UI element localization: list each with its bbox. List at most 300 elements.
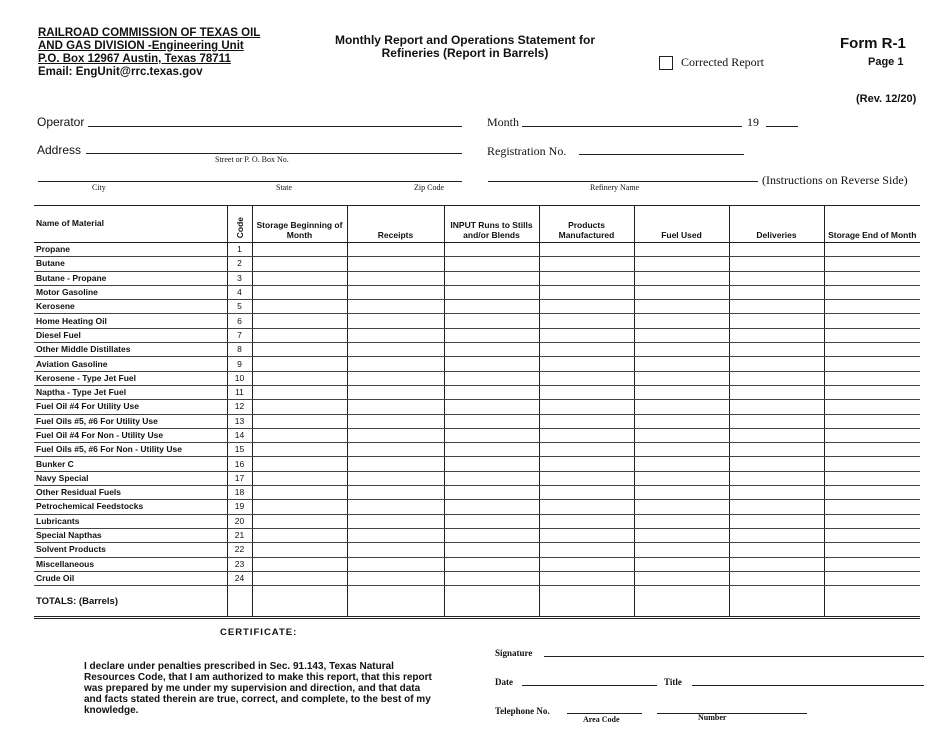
entry-cell[interactable] [444, 486, 539, 500]
entry-cell[interactable] [824, 400, 920, 414]
entry-cell[interactable] [347, 285, 444, 299]
entry-cell[interactable] [539, 428, 634, 442]
totals-cell[interactable] [539, 586, 634, 618]
material-name: Miscellaneous [34, 557, 227, 571]
entry-cell[interactable] [729, 257, 824, 271]
material-name: Navy Special [34, 471, 227, 485]
entry-cell[interactable] [539, 571, 634, 585]
material-name: Motor Gasoline [34, 285, 227, 299]
table-row [34, 414, 920, 428]
table-row [34, 328, 920, 342]
form-title [300, 34, 630, 60]
totals-row [34, 586, 920, 618]
material-name: Other Residual Fuels [34, 486, 227, 500]
entry-cell[interactable] [444, 471, 539, 485]
entry-cell[interactable] [347, 428, 444, 442]
entry-cell[interactable] [252, 514, 347, 528]
totals-cell[interactable] [824, 586, 920, 618]
entry-cell[interactable] [634, 285, 729, 299]
material-name: Special Napthas [34, 528, 227, 542]
entry-cell[interactable] [444, 285, 539, 299]
table-row [34, 257, 920, 271]
entry-cell[interactable] [539, 357, 634, 371]
entry-cell[interactable] [444, 357, 539, 371]
entry-cell[interactable] [634, 543, 729, 557]
material-name: Petrochemical Feedstocks [34, 500, 227, 514]
table-row [34, 557, 920, 571]
entry-cell[interactable] [539, 500, 634, 514]
registration-field[interactable] [579, 154, 744, 155]
title-line-2: Refineries (Report in Barrels) [381, 46, 549, 60]
totals-code-cell [227, 586, 252, 618]
page-number: Page 1 [868, 56, 904, 68]
material-name: Butane - Propane [34, 271, 227, 285]
material-code: 21 [227, 528, 252, 542]
entry-cell[interactable] [252, 257, 347, 271]
entry-cell[interactable] [252, 428, 347, 442]
material-name: Fuel Oils #5, #6 For Non - Utility Use [34, 443, 227, 457]
entry-cell[interactable] [252, 500, 347, 514]
entry-cell[interactable] [252, 486, 347, 500]
instructions-note: (Instructions on Reverse Side) [762, 173, 908, 187]
table-row [34, 314, 920, 328]
material-code: 17 [227, 471, 252, 485]
entry-cell[interactable] [347, 543, 444, 557]
header-fuel-used: Fuel Used [634, 206, 729, 243]
entry-cell[interactable] [634, 328, 729, 342]
entry-cell[interactable] [729, 557, 824, 571]
entry-cell[interactable] [634, 557, 729, 571]
entry-cell[interactable] [824, 571, 920, 585]
entry-cell[interactable] [824, 371, 920, 385]
totals-label: TOTALS: (Barrels) [34, 586, 227, 618]
material-code: 4 [227, 285, 252, 299]
entry-cell[interactable] [824, 543, 920, 557]
material-name: Aviation Gasoline [34, 357, 227, 371]
entry-cell[interactable] [634, 400, 729, 414]
material-name: Crude Oil [34, 571, 227, 585]
entry-cell[interactable] [634, 300, 729, 314]
material-name: Fuel Oil #4 For Non - Utility Use [34, 428, 227, 442]
material-name: Naptha - Type Jet Fuel [34, 385, 227, 399]
city-hint: City [92, 183, 106, 192]
entry-cell[interactable] [729, 500, 824, 514]
org-line: AND GAS DIVISION -Engineering Unit [38, 40, 244, 52]
revision: (Rev. 12/20) [856, 93, 917, 105]
entry-cell[interactable] [347, 257, 444, 271]
entry-cell[interactable] [729, 528, 824, 542]
entry-cell[interactable] [824, 514, 920, 528]
entry-cell[interactable] [539, 414, 634, 428]
address-field[interactable] [86, 153, 462, 154]
entry-cell[interactable] [634, 500, 729, 514]
entry-cell[interactable] [824, 500, 920, 514]
material-code: 23 [227, 557, 252, 571]
entry-cell[interactable] [444, 500, 539, 514]
entry-cell[interactable] [444, 385, 539, 399]
entry-cell[interactable] [539, 471, 634, 485]
entry-cell[interactable] [539, 557, 634, 571]
material-code: 1 [227, 243, 252, 257]
entry-cell[interactable] [539, 285, 634, 299]
entry-cell[interactable] [824, 385, 920, 399]
entry-cell[interactable] [634, 314, 729, 328]
org-block [38, 27, 260, 79]
table-row [34, 271, 920, 285]
table-row [34, 500, 920, 514]
header-storage-begin: Storage Beginning of Month [252, 206, 347, 243]
material-code: 2 [227, 257, 252, 271]
entry-cell[interactable] [634, 471, 729, 485]
material-code: 11 [227, 385, 252, 399]
entry-cell[interactable] [729, 400, 824, 414]
operator-field[interactable] [88, 126, 462, 127]
entry-cell[interactable] [252, 400, 347, 414]
entry-cell[interactable] [824, 357, 920, 371]
operator-label: Operator [37, 115, 85, 129]
material-name: Bunker C [34, 457, 227, 471]
material-code: 24 [227, 571, 252, 585]
entry-cell[interactable] [539, 314, 634, 328]
org-email: Email: EngUnit@rrc.texas.gov [38, 66, 203, 78]
zip-hint: Zip Code [414, 183, 444, 192]
entry-cell[interactable] [444, 514, 539, 528]
entry-cell[interactable] [347, 343, 444, 357]
table-row [34, 243, 920, 257]
entry-cell[interactable] [729, 371, 824, 385]
entry-cell[interactable] [444, 257, 539, 271]
entry-cell[interactable] [444, 571, 539, 585]
totals-cell[interactable] [729, 586, 824, 618]
entry-cell[interactable] [347, 300, 444, 314]
table-row [34, 457, 920, 471]
entry-cell[interactable] [634, 357, 729, 371]
entry-cell[interactable] [252, 557, 347, 571]
entry-cell[interactable] [539, 271, 634, 285]
entry-cell[interactable] [539, 528, 634, 542]
entry-cell[interactable] [444, 343, 539, 357]
table-row [34, 400, 920, 414]
entry-cell[interactable] [252, 314, 347, 328]
material-name: Diesel Fuel [34, 328, 227, 342]
material-code: 9 [227, 357, 252, 371]
entry-cell[interactable] [539, 443, 634, 457]
entry-cell[interactable] [824, 343, 920, 357]
telephone-label: Telephone No. [495, 706, 550, 716]
material-code: 16 [227, 457, 252, 471]
area-code-field[interactable] [567, 713, 642, 714]
corrected-report-checkbox[interactable] [659, 56, 673, 70]
org-line: P.O. Box 12967 Austin, Texas 78711 [38, 53, 231, 65]
material-name: Kerosene [34, 300, 227, 314]
entry-cell[interactable] [824, 300, 920, 314]
header-name: Name of Material [34, 206, 227, 243]
entry-cell[interactable] [444, 543, 539, 557]
form-id: Form R-1 [840, 35, 906, 52]
entry-cell[interactable] [634, 243, 729, 257]
entry-cell[interactable] [729, 543, 824, 557]
entry-cell[interactable] [347, 243, 444, 257]
title-field[interactable] [692, 685, 924, 686]
table-row [34, 571, 920, 585]
entry-cell[interactable] [729, 300, 824, 314]
material-code: 8 [227, 343, 252, 357]
entry-cell[interactable] [634, 385, 729, 399]
entry-cell[interactable] [347, 328, 444, 342]
entry-cell[interactable] [252, 528, 347, 542]
entry-cell[interactable] [539, 343, 634, 357]
material-name: Propane [34, 243, 227, 257]
entry-cell[interactable] [824, 328, 920, 342]
entry-cell[interactable] [824, 471, 920, 485]
entry-cell[interactable] [729, 343, 824, 357]
entry-cell[interactable] [539, 257, 634, 271]
entry-cell[interactable] [539, 514, 634, 528]
entry-cell[interactable] [444, 400, 539, 414]
entry-cell[interactable] [539, 385, 634, 399]
entry-cell[interactable] [634, 443, 729, 457]
entry-cell[interactable] [444, 300, 539, 314]
material-name: Home Heating Oil [34, 314, 227, 328]
table-row [34, 471, 920, 485]
material-code: 3 [227, 271, 252, 285]
entry-cell[interactable] [347, 457, 444, 471]
entry-cell[interactable] [539, 400, 634, 414]
entry-cell[interactable] [444, 314, 539, 328]
entry-cell[interactable] [729, 571, 824, 585]
entry-cell[interactable] [252, 243, 347, 257]
entry-cell[interactable] [347, 271, 444, 285]
number-hint: Number [698, 713, 727, 722]
address-label: Address [37, 143, 82, 157]
entry-cell[interactable] [444, 328, 539, 342]
month-label: Month [487, 115, 520, 129]
entry-cell[interactable] [729, 443, 824, 457]
entry-cell[interactable] [252, 371, 347, 385]
signature-field[interactable] [544, 656, 924, 657]
entry-cell[interactable] [634, 428, 729, 442]
materials-table [34, 205, 920, 619]
entry-cell[interactable] [444, 457, 539, 471]
entry-cell[interactable] [824, 243, 920, 257]
entry-cell[interactable] [252, 285, 347, 299]
entry-cell[interactable] [634, 343, 729, 357]
entry-cell[interactable] [252, 443, 347, 457]
entry-cell[interactable] [347, 500, 444, 514]
table-row [34, 428, 920, 442]
corrected-report-label: Corrected Report [681, 55, 764, 69]
entry-cell[interactable] [347, 357, 444, 371]
entry-cell[interactable] [824, 557, 920, 571]
entry-cell[interactable] [729, 243, 824, 257]
entry-cell[interactable] [444, 414, 539, 428]
header-storage-end: Storage End of Month [824, 206, 920, 243]
material-code: 7 [227, 328, 252, 342]
entry-cell[interactable] [444, 557, 539, 571]
header-input: INPUT Runs to Stills and/or Blends [444, 206, 539, 243]
entry-cell[interactable] [634, 486, 729, 500]
table-row [34, 385, 920, 399]
entry-cell[interactable] [347, 557, 444, 571]
entry-cell[interactable] [634, 571, 729, 585]
entry-cell[interactable] [634, 514, 729, 528]
entry-cell[interactable] [824, 428, 920, 442]
entry-cell[interactable] [444, 428, 539, 442]
entry-cell[interactable] [252, 357, 347, 371]
entry-cell[interactable] [634, 414, 729, 428]
entry-cell[interactable] [634, 257, 729, 271]
entry-cell[interactable] [539, 543, 634, 557]
entry-cell[interactable] [539, 371, 634, 385]
entry-cell[interactable] [347, 371, 444, 385]
table-row [34, 357, 920, 371]
street-hint: Street or P. O. Box No. [215, 155, 289, 164]
entry-cell[interactable] [729, 314, 824, 328]
entry-cell[interactable] [252, 571, 347, 585]
table-row [34, 514, 920, 528]
entry-cell[interactable] [729, 428, 824, 442]
totals-cell[interactable] [252, 586, 347, 618]
entry-cell[interactable] [729, 414, 824, 428]
material-code: 18 [227, 486, 252, 500]
entry-cell[interactable] [824, 314, 920, 328]
material-name: Kerosene - Type Jet Fuel [34, 371, 227, 385]
certificate-heading: CERTIFICATE: [220, 627, 298, 638]
entry-cell[interactable] [347, 571, 444, 585]
entry-cell[interactable] [539, 486, 634, 500]
city-state-zip-field[interactable] [38, 181, 462, 182]
area-code-hint: Area Code [583, 715, 620, 724]
entry-cell[interactable] [634, 528, 729, 542]
totals-cell[interactable] [634, 586, 729, 618]
material-code: 6 [227, 314, 252, 328]
refinery-name-field[interactable] [488, 181, 758, 182]
entry-cell[interactable] [347, 385, 444, 399]
entry-cell[interactable] [729, 357, 824, 371]
header-receipts: Receipts [347, 206, 444, 243]
entry-cell[interactable] [347, 486, 444, 500]
entry-cell[interactable] [252, 543, 347, 557]
table-row [34, 543, 920, 557]
material-code: 10 [227, 371, 252, 385]
table-row [34, 371, 920, 385]
entry-cell[interactable] [444, 243, 539, 257]
entry-cell[interactable] [634, 457, 729, 471]
entry-cell[interactable] [539, 243, 634, 257]
material-code: 14 [227, 428, 252, 442]
entry-cell[interactable] [824, 528, 920, 542]
entry-cell[interactable] [824, 257, 920, 271]
material-name: Other Middle Distillates [34, 343, 227, 357]
entry-cell[interactable] [444, 271, 539, 285]
title-line-1: Monthly Report and Operations Statement for [334, 33, 595, 47]
entry-cell[interactable] [824, 443, 920, 457]
entry-cell[interactable] [252, 414, 347, 428]
totals-cell[interactable] [347, 586, 444, 618]
year-field[interactable] [766, 126, 798, 127]
table-row [34, 443, 920, 457]
table-row [34, 528, 920, 542]
entry-cell[interactable] [729, 514, 824, 528]
entry-cell[interactable] [252, 328, 347, 342]
header-products: Products Manufactured [539, 206, 634, 243]
material-code: 13 [227, 414, 252, 428]
table-row [34, 285, 920, 299]
entry-cell[interactable] [729, 328, 824, 342]
entry-cell[interactable] [347, 443, 444, 457]
entry-cell[interactable] [252, 471, 347, 485]
entry-cell[interactable] [444, 443, 539, 457]
signature-label: Signature [495, 648, 533, 658]
entry-cell[interactable] [252, 457, 347, 471]
entry-cell[interactable] [824, 271, 920, 285]
entry-cell[interactable] [729, 285, 824, 299]
header-deliveries: Deliveries [729, 206, 824, 243]
entry-cell[interactable] [824, 414, 920, 428]
table-row [34, 343, 920, 357]
entry-cell[interactable] [347, 514, 444, 528]
totals-cell[interactable] [444, 586, 539, 618]
entry-cell[interactable] [824, 457, 920, 471]
registration-label: Registration No. [487, 144, 567, 158]
material-name: Lubricants [34, 514, 227, 528]
date-field[interactable] [522, 685, 657, 686]
entry-cell[interactable] [347, 314, 444, 328]
org-line: RAILROAD COMMISSION OF TEXAS OIL [38, 27, 261, 39]
phone-number-field[interactable] [657, 713, 807, 714]
entry-cell[interactable] [347, 414, 444, 428]
entry-cell[interactable] [252, 300, 347, 314]
material-code: 19 [227, 500, 252, 514]
entry-cell[interactable] [347, 528, 444, 542]
entry-cell[interactable] [347, 400, 444, 414]
entry-cell[interactable] [252, 271, 347, 285]
material-name: Solvent Products [34, 543, 227, 557]
entry-cell[interactable] [347, 471, 444, 485]
month-field[interactable] [522, 126, 742, 127]
date-label: Date [495, 677, 513, 687]
refinery-name-hint: Refinery Name [590, 183, 640, 192]
entry-cell[interactable] [729, 471, 824, 485]
entry-cell[interactable] [252, 343, 347, 357]
material-name: Fuel Oil #4 For Utility Use [34, 400, 227, 414]
material-code: 5 [227, 300, 252, 314]
header-code: Code [227, 206, 252, 243]
entry-cell[interactable] [444, 371, 539, 385]
entry-cell[interactable] [634, 371, 729, 385]
entry-cell[interactable] [539, 457, 634, 471]
table-row [34, 486, 920, 500]
entry-cell[interactable] [444, 528, 539, 542]
entry-cell[interactable] [539, 328, 634, 342]
entry-cell[interactable] [824, 486, 920, 500]
material-name: Fuel Oils #5, #6 For Utility Use [34, 414, 227, 428]
entry-cell[interactable] [252, 385, 347, 399]
state-hint: State [276, 183, 292, 192]
entry-cell[interactable] [729, 385, 824, 399]
material-code: 15 [227, 443, 252, 457]
entry-cell[interactable] [729, 457, 824, 471]
table-row [34, 300, 920, 314]
material-name: Butane [34, 257, 227, 271]
entry-cell[interactable] [634, 271, 729, 285]
title-label: Title [664, 677, 682, 687]
entry-cell[interactable] [824, 285, 920, 299]
entry-cell[interactable] [729, 271, 824, 285]
entry-cell[interactable] [729, 486, 824, 500]
certificate-text: I declare under penalties prescribed in Sec. 91.143, Texas Natural Resources Code, that I am authorized to make this report, that this report was prepared by me under my supervision and direction, and that data and facts stated therein are true, correct, and complete, to the best of my knowledge. [84, 661, 432, 716]
entry-cell[interactable] [539, 300, 634, 314]
